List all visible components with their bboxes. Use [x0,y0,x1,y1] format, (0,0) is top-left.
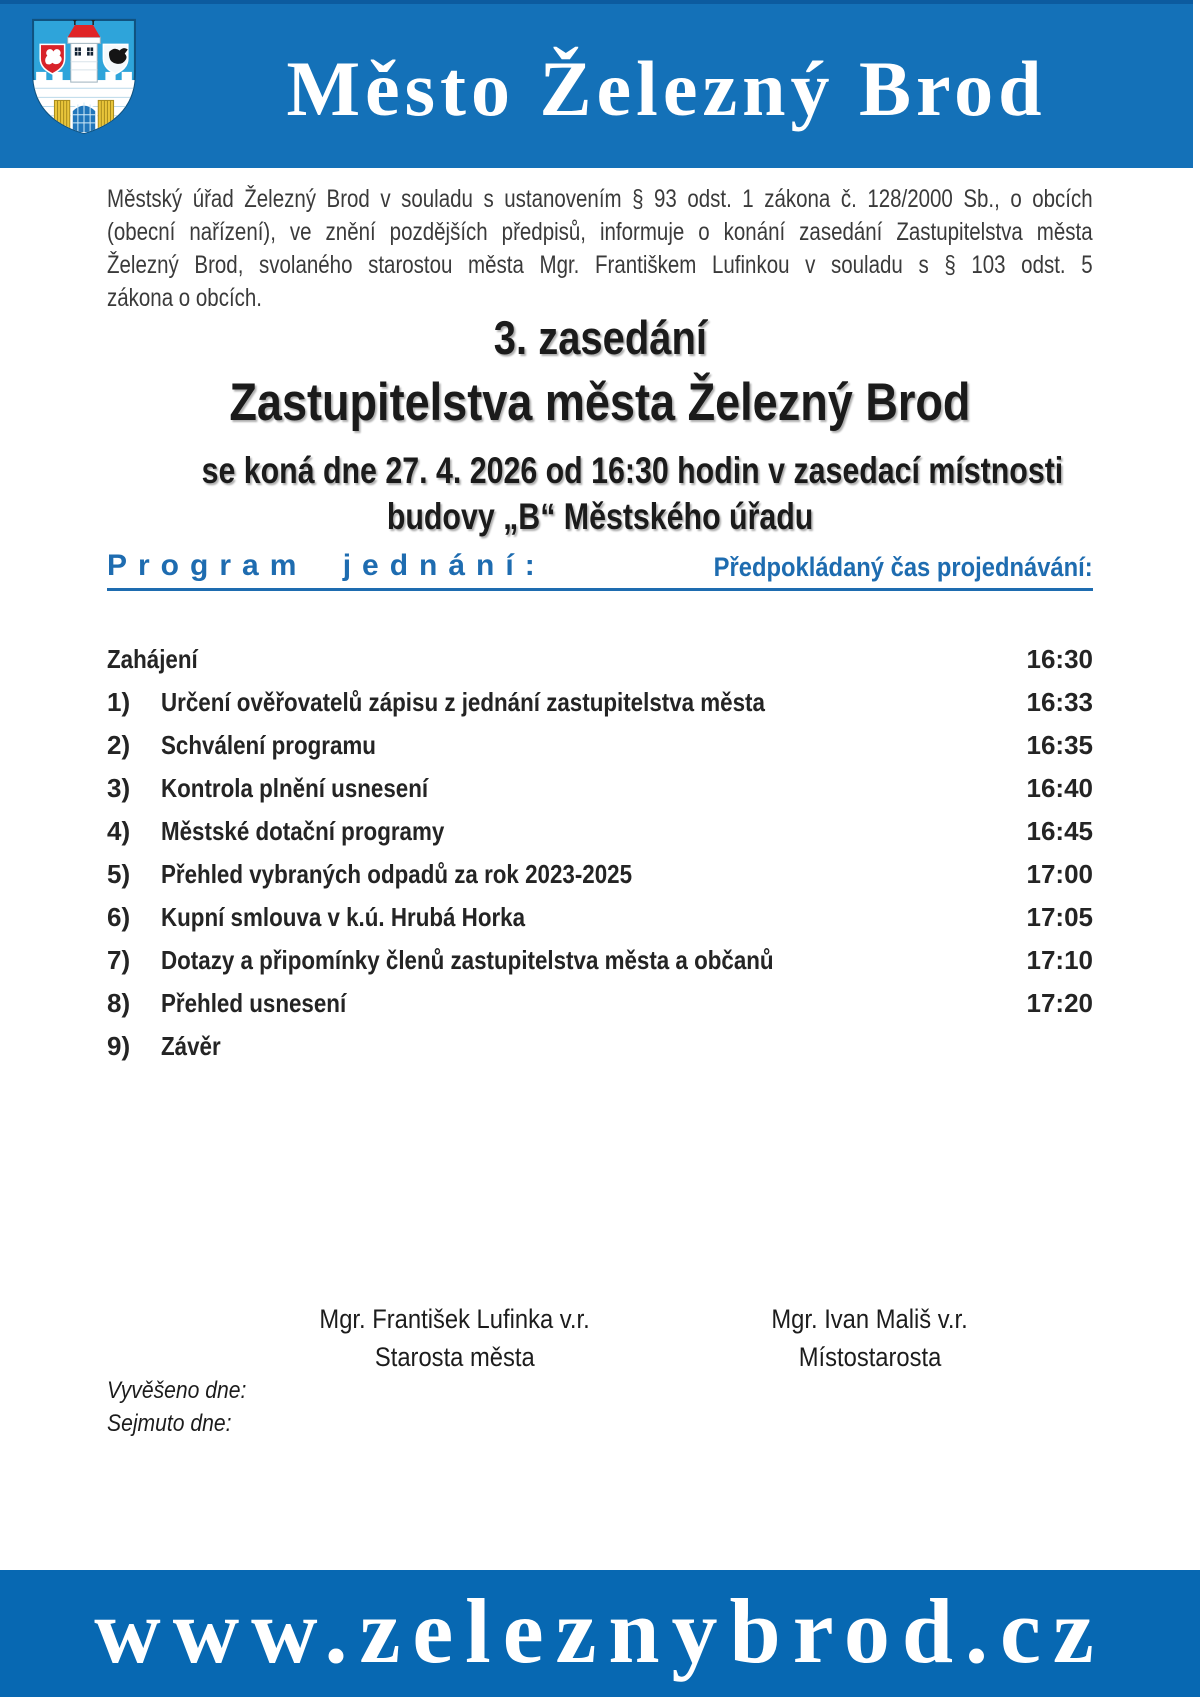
signature-column [680,1300,1060,1376]
program-row [107,810,1093,853]
program-item-number: 9) [107,1031,131,1061]
program-item-time: 16:40 [1026,773,1093,803]
website-url: www.zeleznybrod.cz [94,1579,1106,1682]
program-header-row [107,549,1093,591]
meeting-number-text: 3. zasedání [493,311,707,364]
intro-line: zákona o obcích. [107,284,262,312]
program-item-time: 16:33 [1026,687,1093,717]
program-item-time: 17:00 [1026,859,1093,889]
header-banner [0,0,1193,168]
posted-date-line [107,1374,265,1407]
program-item-label: Dotazy a připomínky členů zastupitelstva města a občanů [161,945,774,975]
program-row [107,767,1093,810]
program-item-label: Schválení programu [161,730,376,760]
posting-dates [107,1374,265,1440]
signature-block [230,1300,1090,1376]
program-item-time: 17:05 [1026,902,1093,932]
meeting-body-text: Zastupitelstva města Železný Brod [229,373,971,432]
program-item-number: 7) [107,945,131,975]
program-item-number: 6) [107,902,131,932]
program-item-time: 16:35 [1026,730,1093,760]
intro-line: Železný Brod, svolaného starostou města Mgr. Františkem Lufinkou v souladu s § 103 odst. 5 [107,251,1093,279]
program-item-label: Přehled usnesení [161,988,347,1018]
signatory-name: Mgr. Ivan Mališ v.r. [771,1304,969,1334]
program-item-number: 1) [107,687,131,717]
program-item-number: 3) [107,773,131,803]
program-item-number: 2) [107,730,131,760]
signature-column [230,1300,680,1376]
meeting-datetime-line [107,450,1093,492]
signatory-role: Starosta města [375,1342,535,1372]
program-row [107,982,1093,1025]
program-row [107,939,1093,982]
meeting-datetime-text: se koná dne 27. 4. 2026 od 16:30 hodin v zasedací místnosti [201,450,1064,491]
program-item-label: Závěr [161,1031,221,1061]
program-item-label: Zahájení [107,644,198,674]
meeting-location-line [107,496,1093,538]
program-heading: Program jednání: [107,549,546,582]
intro-line: (obecní nařízení), ve znění pozdějších předpisů, informuje o konání zasedání Zastupitelstva města [107,218,1093,246]
meeting-body-heading [107,372,1093,433]
program-row [107,853,1093,896]
city-title: Město Železný Brod [286,45,1047,132]
program-row [107,638,1093,681]
intro-line: Městský úřad Železný Brod v souladu s ustanovením § 93 odst. 1 zákona č. 128/2000 Sb., o obcích [107,185,1093,213]
signatory-name: Mgr. František Lufinka v.r. [319,1304,591,1334]
program-row [107,896,1093,939]
program-item-label: Přehled vybraných odpadů za rok 2023-2025 [161,859,633,889]
signatory-role: Místostarosta [798,1342,942,1372]
program-item-label: Městské dotační programy [161,816,445,846]
program-item-time: 17:10 [1026,945,1093,975]
footer-banner [0,1570,1200,1697]
program-item-number: 5) [107,859,131,889]
time-heading: Předpokládaný čas projednávání: [714,552,1093,582]
intro-paragraph [107,183,1093,315]
program-item-label: Kupní smlouva v k.ú. Hrubá Horka [161,902,526,932]
meeting-location-text: budovy „B“ Městského úřadu [386,496,814,537]
program-item-time: 16:30 [1026,644,1093,674]
program-row [107,681,1093,724]
program-list [107,638,1093,1068]
program-item-number: 8) [107,988,131,1018]
meeting-number-heading [107,310,1093,365]
city-crest-icon [30,16,138,138]
removed-date-label: Sejmuto dne: [107,1410,232,1437]
program-item-number: 4) [107,816,131,846]
program-item-label: Kontrola plnění usnesení [161,773,429,803]
program-item-time: 17:20 [1026,988,1093,1018]
program-item-time: 16:45 [1026,816,1093,846]
removed-date-line [107,1407,265,1440]
program-row [107,724,1093,767]
posted-date-label: Vyvěšeno dne: [107,1377,247,1404]
program-item-label: Určení ověřovatelů zápisu z jednání zastupitelstva města [161,687,765,717]
program-row [107,1025,1093,1068]
